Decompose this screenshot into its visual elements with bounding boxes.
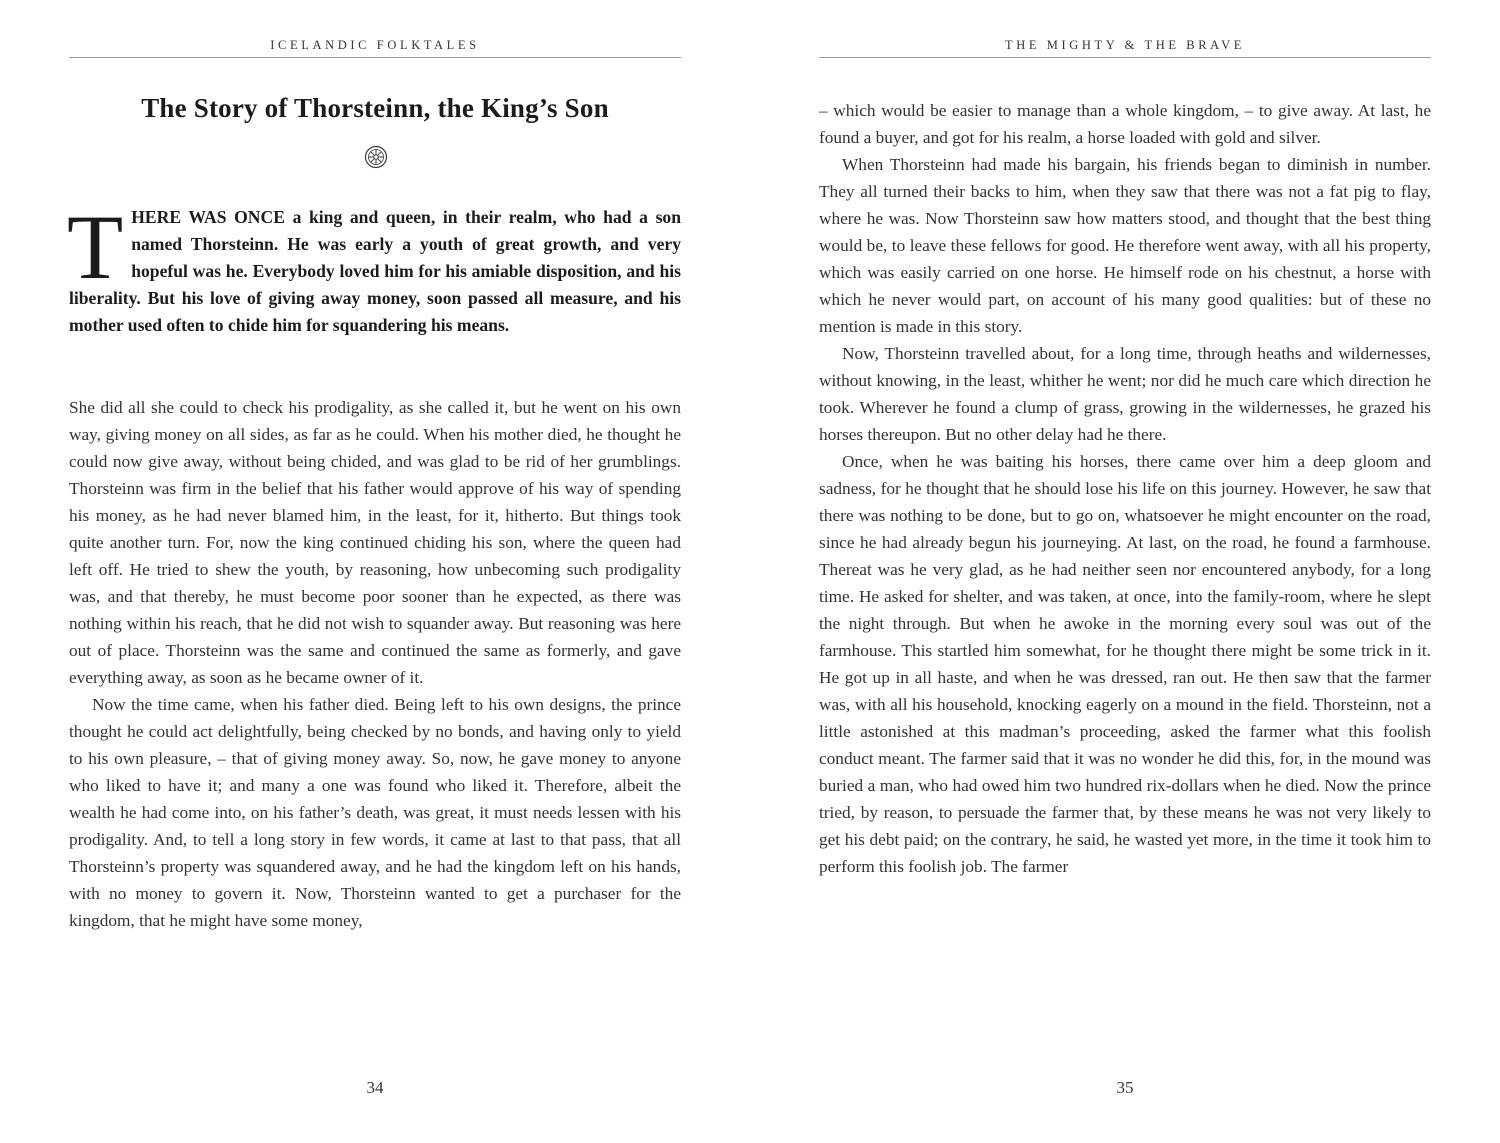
knot-ornament-icon [364,145,388,169]
left-page [69,0,681,1143]
paragraph: Now, Thorsteinn travelled about, for a long time, through heaths and wildernesses, without knowing, in the least, whither he went; nor did he much care which direction he took. Wherever he found a clump of grass, growing in the wildernesses, he grazed his horses thereupon. But no other delay had he there. [819,344,1431,444]
right-page [819,0,1431,1143]
running-head-right: THE MIGHTY & THE BRAVE [1004,38,1246,52]
paragraph: She did all she could to check his prodigality, as she called it, but he went on his own way, giving money on all sides, as far as he could. When his mother died, he thought he could now give away, without being chided, and was glad to be rid of her grumblings. Thorsteinn was firm in the belief that his father would approve of his way of spending his money, as he had never blamed him, in the least, for it, hitherto. But things took quite another turn. For, now the king continued chiding his son, where the queen had left off. He tried to shew the youth, by reasoning, how unbecoming such prodigality was, and that thereby, he must become poor sooner than he expected, as there was nothing within his reach, that he did not wish to squander away. But reasoning was here out of place. Thorsteinn was the same and continued the same as formerly, and gave everything away, as soon as he became owner of it. [69,398,681,687]
paragraph: Once, when he was baiting his horses, there came over him a deep gloom and sadness, for he thought that he should lose his life on this journey. However, he saw that there was nothing to be done, but to go on, whatsoever he might encounter on the road, since he had already begun his journeying. At last, on the road, he found a farmhouse. Thereat was he very glad, as he had neither seen nor encountered anybody, for a long time. He asked for shelter, and was taken, at once, into the family-room, where he slept the night through. But when he awoke in the morning every soul was out of the farmhouse. This startled him somewhat, for he thought there might be some trick in it. He got up in all haste, and when he was dressed, ran out. He then saw that the farmer was, with all his household, knocking eagerly on a mound in the field. Thorsteinn, not a little astonished at this madman’s proceeding, asked the farmer what this foolish conduct meant. The farmer said that it was no wonder he did this, for, in the mound was buried a man, who had owed him two hundred rix-dollars when he died. Now the prince tried, by reason, to persuade the farmer that, by these means he was not very likely to get his debt paid; on the contrary, he said, he wasted yet more, in the time it took him to perform this foolish job. The farmer [819,452,1431,876]
running-head-left: ICELANDIC FOLKTALES [270,38,480,52]
right-body-text [819,97,1431,880]
paragraph: Now the time came, when his father died. Being left to his own designs, the prince thought he could act delightfully, being checked by no bonds, and having only to yield to his own pleasure, – that of giving money away. So, now, he gave money to anyone who liked to have it; and many a one was found who liked it. Therefore, albeit the wealth he had come into, on his father’s death, was great, it must needs lessen with his prodigality. And, to tell a long story in few words, it came at last to that pass, that all Thorsteinn’s property was squandered away, and he had the kingdom left on his hands, with no money to govern it. Now, Thorsteinn wanted to get a purchaser for the kingdom, that he might have some money, [69,695,681,930]
lead-text: HERE WAS ONCE a king and queen, in their realm, who had a son named Thorsteinn. He was early a youth of great growth, and very hopeful was he. Everybody loved him for his amiable disposition, and his liberality. But his love of giving away money, soon passed all measure, and his mother used often to chide him for squandering his means. [69,207,681,335]
page-number-right: 35 [1116,1078,1134,1097]
header-rule-right [819,57,1431,58]
chapter-title: The Story of Thorsteinn, the King’s Son [141,93,609,123]
left-body-text [69,394,681,934]
drop-cap: T [67,196,124,298]
paragraph: – which would be easier to manage than a whole kingdom, – to give away. At last, he found a buyer, and got for his realm, a horse loaded with gold and silver. [819,101,1431,147]
paragraph: When Thorsteinn had made his bargain, his friends began to diminish in number. They all turned their backs to him, when they saw that there was not a fat pig to flay, where he was. Now Thorsteinn saw how matters stood, and thought that the best thing would be, to leave these fellows for good. He therefore went away, with all his property, which was easily carried on one horse. He himself rode on his chestnut, a horse with which he never would part, on account of his many good qualities: but of these no mention is made in this story. [819,155,1431,336]
lead-paragraph [67,196,681,339]
page-number-left: 34 [366,1078,384,1097]
header-rule-left [69,57,681,58]
